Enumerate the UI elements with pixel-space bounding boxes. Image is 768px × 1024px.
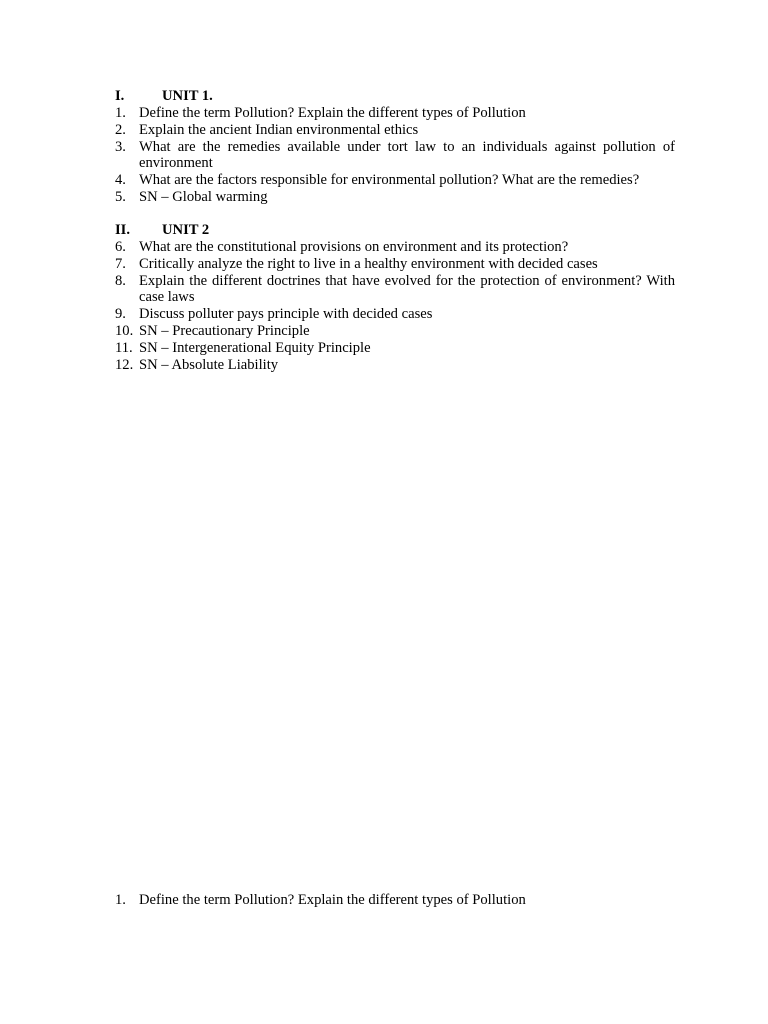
- question-text: SN – Precautionary Principle: [139, 322, 310, 339]
- question-number: 12.: [115, 356, 134, 373]
- question-number: 1.: [115, 105, 126, 121]
- question-text: Discuss polluter pays principle with decided cases: [139, 306, 433, 323]
- question-number: 3.: [115, 138, 126, 155]
- question-number: 7.: [115, 255, 126, 272]
- question-text: What are the factors responsible for environmental pollution? What are the remedies?: [139, 172, 640, 189]
- unit-1-heading: [115, 88, 675, 105]
- question-item: [115, 256, 675, 273]
- question-text: Explain the ancient Indian environmental ethics: [139, 121, 419, 138]
- question-number: 10.: [115, 322, 134, 339]
- question-text: SN – Global warming: [139, 188, 268, 205]
- question-number: 6.: [115, 239, 126, 255]
- question-number: 8.: [115, 272, 126, 289]
- question-item: [115, 122, 675, 139]
- question-item: [115, 273, 675, 307]
- question-item: [115, 105, 675, 122]
- unit-1-numeral: I.: [115, 88, 125, 104]
- unit-1-section: [115, 88, 675, 206]
- question-number: 4.: [115, 172, 126, 189]
- question-number: 5.: [115, 188, 126, 205]
- question-item: [115, 189, 675, 206]
- bottom-question-item: [115, 892, 675, 909]
- question-number: 11.: [115, 339, 133, 356]
- question-text: SN – Absolute Liability: [139, 356, 279, 373]
- question-text: SN – Intergenerational Equity Principle: [139, 339, 371, 356]
- question-text: What are the remedies available under tort law to an individuals against pollution of environment: [139, 138, 675, 172]
- unit-2-title: UNIT 2: [162, 222, 210, 238]
- question-text: Critically analyze the right to live in a healthy environment with decided cases: [139, 255, 598, 272]
- unit-2-section: [115, 222, 675, 373]
- question-text: What are the constitutional provisions on environment and its protection?: [139, 239, 569, 255]
- question-item: [115, 239, 675, 256]
- question-item: [115, 172, 675, 189]
- unit-2-numeral: II.: [115, 222, 131, 238]
- unit-2-heading: [115, 222, 675, 239]
- question-text: Define the term Pollution? Explain the different types of Pollution: [139, 105, 526, 121]
- question-text: Define the term Pollution? Explain the different types of Pollution: [139, 892, 526, 908]
- question-item: [115, 357, 675, 374]
- question-text: Explain the different doctrines that have evolved for the protection of environment? With case laws: [139, 272, 675, 306]
- question-number: 2.: [115, 121, 126, 138]
- question-item: [115, 340, 675, 357]
- question-item: [115, 306, 675, 323]
- unit-1-title: UNIT 1.: [162, 88, 213, 104]
- question-number: 1.: [115, 892, 126, 908]
- question-item: [115, 139, 675, 173]
- question-number: 9.: [115, 306, 126, 323]
- question-item: [115, 323, 675, 340]
